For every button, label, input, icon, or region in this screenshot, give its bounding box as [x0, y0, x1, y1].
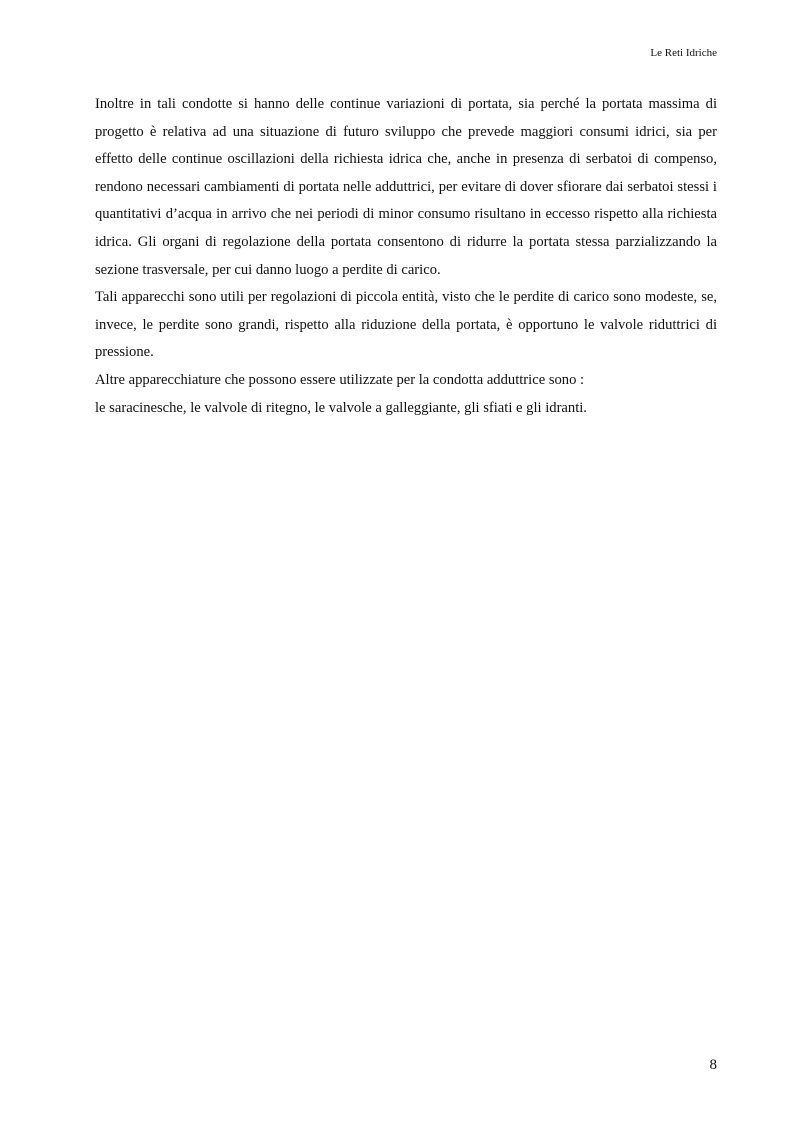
paragraph-equipment-list: le saracinesche, le valvole di ritegno, le valvole a galleggiante, gli sfiati e gli idranti.	[95, 399, 587, 416]
paragraph-other-equipment: Altre apparecchiature che possono essere utilizzate per la condotta adduttrice sono :	[95, 371, 585, 388]
paragraph-flow-variations: Inoltre in tali condotte si hanno delle continue variazioni di portata, sia perché la portata massima di progetto è relativa ad una situazione di futuro sviluppo che prevede maggiori consumi idrici, sia per effetto delle continue oscillazioni della richiesta idrica che, anche in presenza di serbatoi di compenso, rendono necessari cambiamenti di portata nelle adduttrici, per evitare di dover sfiorare dai serbatoi stessi i quantitativi d’acqua in arrivo che nei periodi di minor consumo risultano in eccesso rispetto alla richiesta idrica. Gli organi di regolazione della portata consentono di ridurre la portata stessa parzializzando la sezione trasversale, per cui danno luogo a perdite di carico.	[95, 96, 717, 278]
body-text	[95, 91, 717, 422]
running-header: Le Reti Idriche	[650, 47, 717, 59]
paragraph-small-regulation: Tali apparecchi sono utili per regolazioni di piccola entità, visto che le perdite di carico sono modeste, se, invece, le perdite sono grandi, rispetto alla riduzione della portata, è opportuno le valvole riduttrici di pressione.	[95, 289, 717, 361]
page-number: 8	[709, 1057, 717, 1073]
